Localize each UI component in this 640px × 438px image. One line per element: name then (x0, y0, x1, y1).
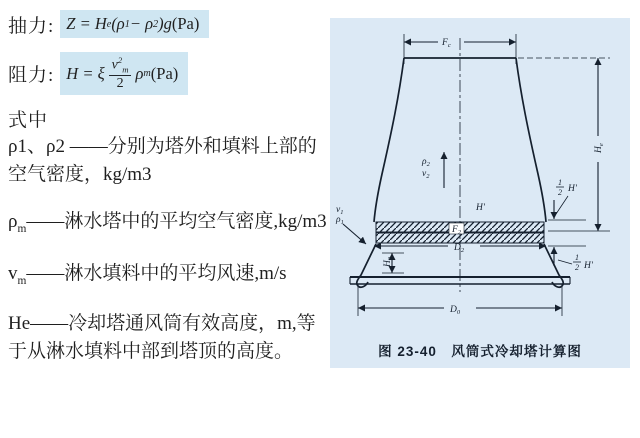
dimension-h0 (382, 253, 404, 273)
def-dash: —— (26, 211, 65, 233)
figure-caption: 图 23-40 风筒式冷却塔计算图 (378, 344, 582, 359)
fraction (109, 56, 132, 91)
def-dash: —— (30, 313, 69, 335)
f1-part: − ρ (129, 14, 154, 33)
f1-sub: 1 (124, 18, 130, 30)
flow-labels-inlet (335, 205, 366, 244)
dimension-d2 (374, 243, 546, 254)
f1-part: (ρ (111, 14, 125, 33)
flow-labels-top (421, 152, 444, 188)
fraction-numerator (109, 56, 132, 76)
definition-he (8, 311, 330, 366)
formula-resistance-row (8, 52, 330, 95)
d2-label: $D_2$ (454, 243, 465, 254)
def-dash: —— (26, 263, 65, 285)
half-den: 2 (575, 263, 579, 272)
d0-label: $D_0$ (450, 305, 461, 316)
def-text: 分别为塔外和填料上部的空气密度，kg/m3 (8, 136, 317, 186)
formula-draft-label: 抽力: (8, 15, 55, 37)
rho2-label: $\rho_2$ (422, 157, 430, 168)
definition-rho-m (8, 209, 330, 237)
f2-part: H = ξ (66, 63, 105, 83)
def-symbol-sub: m (17, 222, 27, 235)
half-num: 1 (558, 178, 562, 187)
half-num: 1 (575, 253, 579, 262)
f2-label: $F_2$ (452, 225, 462, 236)
def-symbol: ρ (8, 211, 18, 233)
f2-sup: 2 (117, 55, 123, 65)
f2-part: ρ (135, 63, 144, 83)
def-symbol-sub: m (17, 274, 27, 287)
cooling-tower-diagram (330, 18, 630, 340)
def-text: 淋水塔中的平均空气密度,kg/m3 (64, 211, 327, 233)
figure-panel (330, 18, 630, 368)
hprime-label: H′ (476, 203, 485, 213)
f1-part: g (163, 14, 172, 33)
hprime-upper-label: H′ (568, 184, 577, 194)
f2-sub: m (143, 68, 151, 80)
f1-unit: (Pa) (171, 14, 200, 33)
f1-part: Z = H (66, 14, 107, 33)
fraction-denominator: 2 (116, 76, 124, 92)
formula-resistance (60, 52, 188, 95)
f1-sub: 2 (153, 18, 159, 30)
text-column (8, 6, 330, 366)
def-symbol: v (8, 263, 18, 285)
rho1-label: $\rho_1$ (336, 215, 344, 226)
f2-unit: (Pa) (150, 63, 179, 83)
formula-resistance-label: 阻力: (8, 65, 55, 87)
f1-part: ) (158, 14, 164, 33)
definition-v-m (8, 261, 330, 289)
definition-rho1-rho2 (8, 134, 330, 189)
he-label: $H_e$ (594, 143, 605, 153)
f2-var: v (111, 57, 118, 73)
where-heading: 式中 (8, 110, 49, 132)
def-dash: —— (64, 136, 108, 158)
h0-label: $H_0$ (383, 256, 394, 267)
def-text: 冷却塔通风筒有效高度，m,等于从淋水填料中部到塔顶的高度。 (8, 313, 316, 363)
f2-sub: m (122, 64, 129, 75)
hprime-lower-label: H′ (584, 261, 593, 271)
half-den: 2 (558, 188, 562, 197)
v1-label: $v_1$ (336, 205, 344, 216)
v2-label: $v_2$ (422, 169, 430, 180)
def-symbol: He (8, 313, 31, 335)
f1-sub: e (106, 18, 112, 30)
fc-label: $F_c$ (442, 38, 451, 49)
dimension-d0 (358, 284, 562, 316)
def-text: 淋水填料中的平均风速,m/s (64, 263, 287, 285)
def-symbol: ρ1、ρ2 (8, 136, 65, 158)
dimension-half-hprime-upper (548, 178, 586, 220)
formula-draft-row (8, 10, 330, 38)
f2-chip (449, 223, 464, 236)
formula-draft (60, 10, 209, 38)
